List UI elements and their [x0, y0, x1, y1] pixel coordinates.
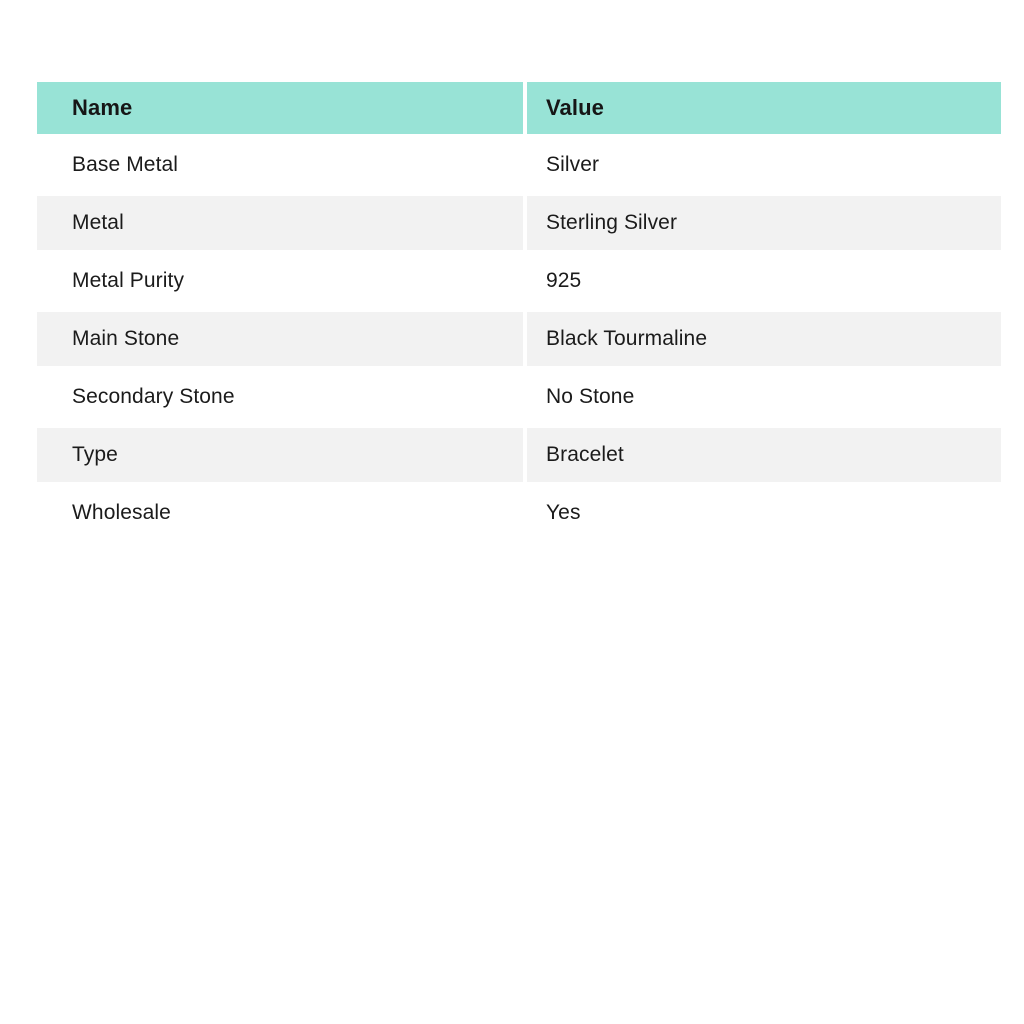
- column-header-name: Name: [37, 82, 523, 134]
- attribute-value-cell: Silver: [527, 138, 1001, 192]
- column-header-value: Value: [527, 82, 1001, 134]
- attribute-value-cell: Sterling Silver: [527, 196, 1001, 250]
- attribute-name-cell: Type: [37, 428, 523, 482]
- product-attributes-table: [37, 82, 1001, 540]
- attribute-value-cell: Yes: [527, 486, 1001, 540]
- attribute-name-cell: Metal: [37, 196, 523, 250]
- attribute-value-cell: Bracelet: [527, 428, 1001, 482]
- attribute-value-cell: No Stone: [527, 370, 1001, 424]
- table-row: [37, 312, 1001, 366]
- table-row: [37, 196, 1001, 250]
- attribute-value-cell: 925: [527, 254, 1001, 308]
- table-row: [37, 138, 1001, 192]
- attribute-value-cell: Black Tourmaline: [527, 312, 1001, 366]
- table-row: [37, 254, 1001, 308]
- table-row: [37, 370, 1001, 424]
- attribute-name-cell: Main Stone: [37, 312, 523, 366]
- attribute-name-cell: Wholesale: [37, 486, 523, 540]
- attribute-name-cell: Base Metal: [37, 138, 523, 192]
- attribute-name-cell: Secondary Stone: [37, 370, 523, 424]
- table-row: [37, 428, 1001, 482]
- attribute-name-cell: Metal Purity: [37, 254, 523, 308]
- table-header-row: [37, 82, 1001, 134]
- table-row: [37, 486, 1001, 540]
- table-body: [37, 138, 1001, 540]
